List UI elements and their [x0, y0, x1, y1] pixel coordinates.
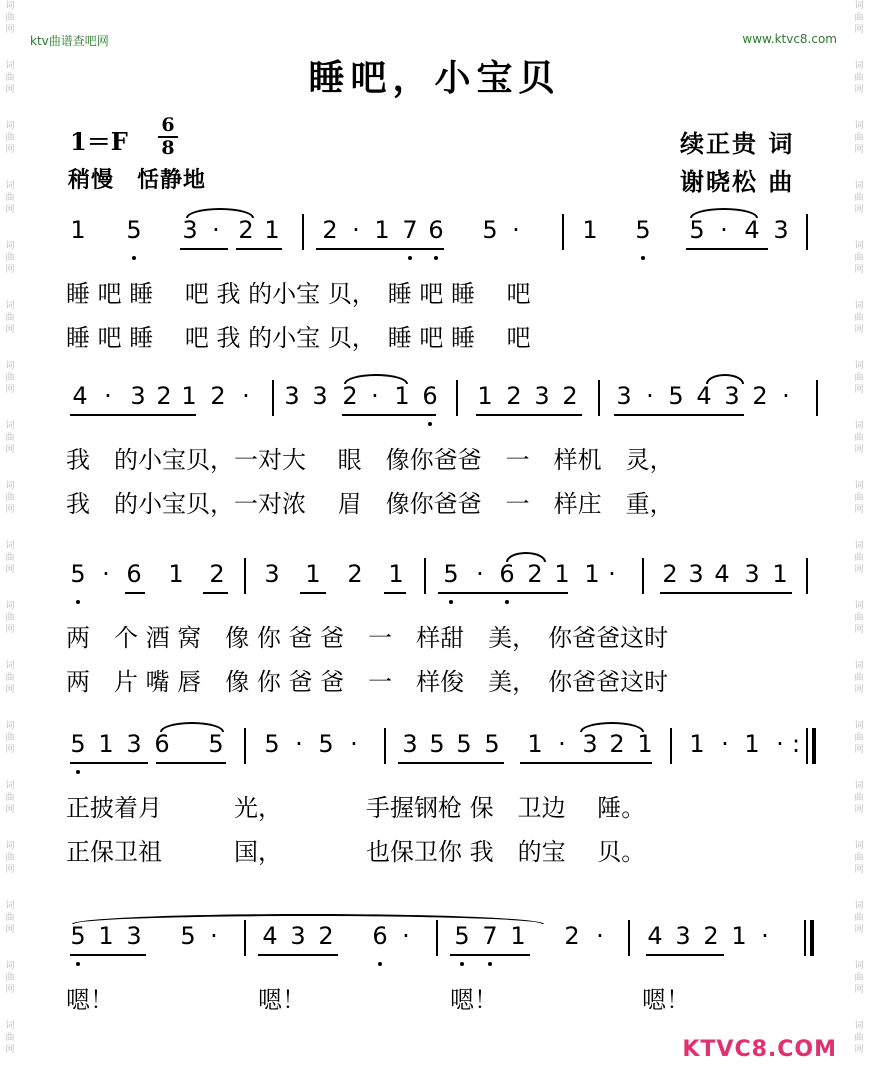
note: 7 — [482, 922, 498, 950]
note: 6 — [499, 560, 515, 588]
key-signature: 1＝F — [70, 127, 128, 156]
beam-underline — [686, 248, 768, 250]
bar-line — [244, 920, 246, 956]
note: 1 — [582, 216, 598, 244]
edge-watermark-text: 词曲网 — [5, 601, 15, 635]
edge-watermark-text: 词曲网 — [854, 541, 864, 575]
lyric-line: 正披着月 光， 手握钢枪 保 卫边 陲。 — [66, 794, 646, 822]
bar-line — [562, 214, 564, 250]
note: 7 — [402, 216, 418, 244]
beam-underline — [70, 762, 148, 764]
edge-watermark-text: 词曲网 — [5, 901, 15, 935]
bar-line — [272, 380, 274, 416]
beam-underline — [316, 248, 444, 250]
note: 1 — [477, 382, 493, 410]
note: 4 — [262, 922, 278, 950]
note: 1 — [98, 730, 114, 758]
edge-watermark-text: 词曲网 — [5, 241, 15, 275]
bar-line — [670, 728, 672, 764]
beam-underline — [384, 592, 406, 594]
note: 2 — [210, 382, 226, 410]
note: 4 — [647, 922, 663, 950]
beam-underline — [300, 592, 326, 594]
note: · — [776, 730, 784, 758]
bar-line — [804, 920, 806, 956]
note: 1 — [584, 560, 600, 588]
note: 2 — [209, 560, 225, 588]
note: 5 — [264, 730, 280, 758]
note: 6 — [126, 560, 142, 588]
note: · — [350, 730, 358, 758]
note: 3 — [534, 382, 550, 410]
octave-dot — [76, 962, 80, 966]
note: · — [104, 382, 112, 410]
edge-watermark-text: 词曲网 — [5, 181, 15, 215]
note: 2 — [564, 922, 580, 950]
beam-underline — [450, 954, 530, 956]
edge-watermark-text: 词曲网 — [854, 361, 864, 395]
edge-watermark-text: 词曲网 — [854, 661, 864, 695]
slur — [344, 374, 408, 384]
octave-dot — [460, 962, 464, 966]
octave-dot — [76, 770, 80, 774]
note: 6 — [428, 216, 444, 244]
note: 5 — [635, 216, 651, 244]
note: 3 — [675, 922, 691, 950]
note: 1 — [772, 560, 788, 588]
note: 5 — [70, 560, 86, 588]
slur — [506, 552, 546, 562]
bar-line — [384, 728, 386, 764]
note: 1 — [394, 382, 410, 410]
right-edge-watermark — [853, 0, 865, 1090]
edge-watermark-text: 词曲网 — [854, 901, 864, 935]
note: · — [242, 382, 250, 410]
bar-line — [302, 214, 304, 250]
meter-top: 6 — [161, 114, 175, 136]
octave-dot — [434, 256, 438, 260]
edge-watermark-text: 词曲网 — [854, 721, 864, 755]
edge-watermark-text: 词曲网 — [854, 301, 864, 335]
note: 2 — [527, 560, 543, 588]
edge-watermark-text: 词曲网 — [854, 481, 864, 515]
lyric-line: 我 的小宝贝，一对浓 眉 像你爸爸 一 样庄 重， — [66, 490, 674, 518]
edge-watermark-text: 词曲网 — [854, 1, 864, 35]
edge-watermark-text: 词曲网 — [854, 601, 864, 635]
bar-line — [806, 558, 808, 594]
beam-underline — [236, 248, 282, 250]
edge-watermark-text: 词曲网 — [854, 841, 864, 875]
beam-underline — [646, 954, 724, 956]
bar-line — [456, 380, 458, 416]
note: · — [596, 922, 604, 950]
slur — [160, 722, 224, 732]
note: 5 — [180, 922, 196, 950]
edge-watermark-text: 词曲网 — [5, 421, 15, 455]
note: 1 — [527, 730, 543, 758]
note: · — [352, 216, 360, 244]
note: · — [102, 560, 110, 588]
beam-underline — [70, 414, 196, 416]
note: 3 — [130, 382, 146, 410]
edge-watermark-text: 词曲网 — [5, 361, 15, 395]
slur — [72, 914, 544, 924]
slur — [580, 722, 644, 732]
edge-watermark-text: 词曲网 — [854, 241, 864, 275]
note: 5 — [70, 922, 86, 950]
edge-watermark-text: 词曲网 — [5, 61, 15, 95]
note: 1 — [731, 922, 747, 950]
note: · — [558, 730, 566, 758]
note: 5 — [126, 216, 142, 244]
watermark-logo: KTVC8.COM — [682, 1037, 837, 1062]
beam-underline — [398, 762, 504, 764]
meter-bottom: 8 — [161, 137, 175, 159]
note: 2 — [752, 382, 768, 410]
note: 3 — [264, 560, 280, 588]
note: 5 — [443, 560, 459, 588]
note: 1 — [70, 216, 86, 244]
edge-watermark-text: 词曲网 — [5, 781, 15, 815]
final-bar-line — [810, 920, 814, 956]
composer-credit: 谢晓松 曲 — [680, 168, 795, 196]
note: 1 — [554, 560, 570, 588]
note: 2 — [322, 216, 338, 244]
note: 3 — [773, 216, 789, 244]
note: 3 — [616, 382, 632, 410]
note: 1 — [264, 216, 280, 244]
note: 1 — [305, 560, 321, 588]
beam-underline — [180, 248, 228, 250]
site-url-right[interactable]: www.ktvc8.com — [742, 32, 837, 46]
note: 6 — [422, 382, 438, 410]
octave-dot — [449, 600, 453, 604]
bar-line — [816, 380, 818, 416]
edge-watermark-text: 词曲网 — [5, 541, 15, 575]
note: 5 — [456, 730, 472, 758]
note: 3 — [744, 560, 760, 588]
bar-line — [436, 920, 438, 956]
slur — [706, 374, 744, 384]
edge-watermark-text: 词曲网 — [854, 121, 864, 155]
edge-watermark-text: 词曲网 — [5, 721, 15, 755]
note: 1 — [510, 922, 526, 950]
bar-line — [642, 558, 644, 594]
edge-watermark-text: 词曲网 — [5, 1021, 15, 1055]
edge-watermark-text: 词曲网 — [5, 481, 15, 515]
note: 3 — [126, 922, 142, 950]
octave-dot — [488, 962, 492, 966]
note: · — [210, 922, 218, 950]
note: 3 — [182, 216, 198, 244]
note: 5 — [70, 730, 86, 758]
beam-underline — [438, 592, 568, 594]
bar-line — [244, 728, 246, 764]
note: 3 — [582, 730, 598, 758]
note: 1 — [374, 216, 390, 244]
note: 2 — [342, 382, 358, 410]
note: · — [646, 382, 654, 410]
lyric-line: 两 片 嘴 唇 像 你 爸 爸 一 样俊 美， 你爸爸这时 — [66, 668, 669, 696]
beam-underline — [125, 592, 145, 594]
note: · — [512, 216, 520, 244]
beam-underline — [520, 762, 652, 764]
lyric-line: 我 的小宝贝，一对大 眼 像你爸爸 一 样机 灵， — [66, 446, 674, 474]
note: 5 — [689, 216, 705, 244]
note: · — [371, 382, 379, 410]
edge-watermark-text: 词曲网 — [5, 121, 15, 155]
site-name-left[interactable]: ktv曲谱查吧网 — [30, 34, 109, 48]
lyric-line: 两 个 酒 窝 像 你 爸 爸 一 样甜 美， 你爸爸这时 — [66, 624, 669, 652]
edge-watermark-text: 词曲网 — [854, 961, 864, 995]
octave-dot — [408, 256, 412, 260]
octave-dot — [505, 600, 509, 604]
note: 6 — [372, 922, 388, 950]
note: 4 — [72, 382, 88, 410]
beam-underline — [660, 592, 792, 594]
octave-dot — [76, 600, 80, 604]
note: 2 — [506, 382, 522, 410]
note: · — [476, 560, 484, 588]
bar-line — [598, 380, 600, 416]
edge-watermark-text: 词曲网 — [854, 1021, 864, 1055]
note: 1 — [388, 560, 404, 588]
lyricist-credit: 续正贵 词 — [680, 130, 795, 158]
beam-underline — [476, 414, 582, 416]
slur — [186, 208, 254, 218]
tempo-marking: 稍慢 恬静地 — [68, 168, 207, 193]
note: 1 — [181, 382, 197, 410]
note: · — [212, 216, 220, 244]
note: 3 — [402, 730, 418, 758]
note: 2 — [347, 560, 363, 588]
edge-watermark-text: 词曲网 — [854, 781, 864, 815]
note: 5 — [208, 730, 224, 758]
note: 1 — [689, 730, 705, 758]
bar-line — [806, 214, 808, 250]
note: 4 — [714, 560, 730, 588]
note: 3 — [284, 382, 300, 410]
note: 5 — [318, 730, 334, 758]
left-edge-watermark — [4, 0, 16, 1090]
note: 4 — [696, 382, 712, 410]
note: 4 — [744, 216, 760, 244]
note: 5 — [484, 730, 500, 758]
lyric-line: 嗯！ 嗯！ 嗯！ 嗯！ — [66, 986, 690, 1014]
beam-underline — [70, 954, 146, 956]
edge-watermark-text: 词曲网 — [5, 661, 15, 695]
octave-dot — [428, 422, 432, 426]
edge-watermark-text: 词曲网 — [5, 961, 15, 995]
edge-watermark-text: 词曲网 — [854, 61, 864, 95]
note: 2 — [318, 922, 334, 950]
note: · — [761, 922, 769, 950]
note: · — [402, 922, 410, 950]
note: 1 — [168, 560, 184, 588]
note: 3 — [290, 922, 306, 950]
bar-line — [424, 558, 426, 594]
note: 5 — [429, 730, 445, 758]
lyric-line: 正保卫祖 国， 也保卫你 我 的宝 贝。 — [66, 838, 646, 866]
note: 3 — [688, 560, 704, 588]
slur — [690, 208, 758, 218]
note: 2 — [562, 382, 578, 410]
note: · — [721, 730, 729, 758]
note: · — [295, 730, 303, 758]
beam-underline — [342, 414, 436, 416]
note: 3 — [126, 730, 142, 758]
note: 1 — [744, 730, 760, 758]
note: 5 — [668, 382, 684, 410]
note: 3 — [312, 382, 328, 410]
note: · — [608, 560, 616, 588]
edge-watermark-text: 词曲网 — [5, 1, 15, 35]
edge-watermark-text: 词曲网 — [854, 421, 864, 455]
note: 3 — [724, 382, 740, 410]
note: 1 — [98, 922, 114, 950]
note: 2 — [609, 730, 625, 758]
note: 1 — [637, 730, 653, 758]
beam-underline — [614, 414, 744, 416]
note: 5 — [454, 922, 470, 950]
beam-underline — [156, 762, 226, 764]
bar-line — [806, 728, 808, 764]
time-signature — [158, 116, 178, 158]
beam-underline — [258, 954, 338, 956]
song-title: 睡吧，小宝贝 — [308, 57, 561, 99]
note: : — [791, 730, 801, 758]
lyric-line: 睡 吧 睡 吧 我 的小宝 贝， 睡 吧 睡 吧 — [66, 280, 531, 308]
note: 2 — [238, 216, 254, 244]
octave-dot — [132, 256, 136, 260]
edge-watermark-text: 词曲网 — [854, 181, 864, 215]
edge-watermark-text: 词曲网 — [5, 841, 15, 875]
final-bar-line — [812, 728, 816, 764]
note: · — [782, 382, 790, 410]
edge-watermark-text: 词曲网 — [5, 301, 15, 335]
octave-dot — [378, 962, 382, 966]
note: · — [720, 216, 728, 244]
lyric-line: 睡 吧 睡 吧 我 的小宝 贝， 睡 吧 睡 吧 — [66, 324, 531, 352]
note: 6 — [154, 730, 170, 758]
bar-line — [628, 920, 630, 956]
note: 2 — [662, 560, 678, 588]
note: 2 — [703, 922, 719, 950]
octave-dot — [641, 256, 645, 260]
note: 2 — [156, 382, 172, 410]
bar-line — [244, 558, 246, 594]
note: 5 — [482, 216, 498, 244]
beam-underline — [203, 592, 228, 594]
